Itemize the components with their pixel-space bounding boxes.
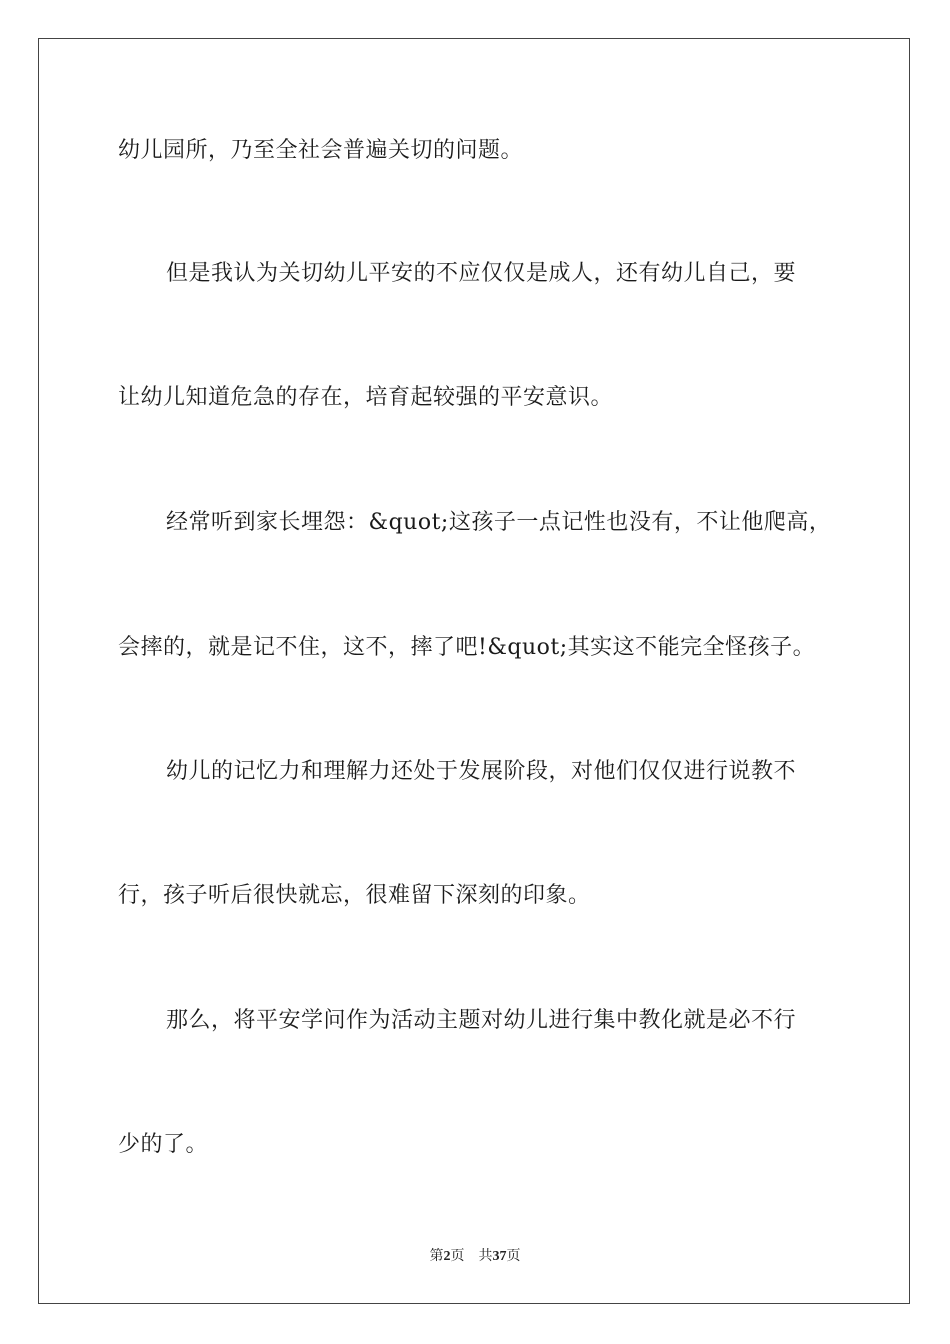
total-pages: 37 (492, 1249, 507, 1264)
text-line-4: 经常听到家长埋怨：&quot;这孩子一点记性也没有，不让他爬高， (166, 510, 832, 535)
text-line-6: 幼儿的记忆力和理解力还处于发展阶段，对他们仅仅进行说教不 (166, 759, 797, 784)
page-prefix: 第 (429, 1249, 444, 1264)
text-line-1: 幼儿园所，乃至全社会普遍关切的问题。 (118, 138, 524, 163)
text-line-8: 那么，将平安学问作为活动主题对幼儿进行集中教化就是必不行 (166, 1008, 797, 1033)
page-suffix: 页 (450, 1249, 465, 1264)
page-number: 2 (443, 1249, 451, 1264)
text-line-9: 少的了。 (118, 1132, 209, 1157)
text-line-2: 但是我认为关切幼儿平安的不应仅仅是成人，还有幼儿自己，要 (166, 261, 797, 286)
page-footer (0, 1247, 950, 1267)
text-line-5: 会摔的，就是记不住，这不，摔了吧!&quot;其实这不能完全怪孩子。 (118, 635, 816, 660)
text-line-3: 让幼儿知道危急的存在，培育起较强的平安意识。 (118, 385, 614, 410)
total-prefix: 共 (478, 1249, 493, 1264)
page-border (38, 38, 910, 1304)
text-line-7: 行，孩子听后很快就忘，很难留下深刻的印象。 (118, 883, 591, 908)
total-suffix: 页 (506, 1249, 521, 1264)
